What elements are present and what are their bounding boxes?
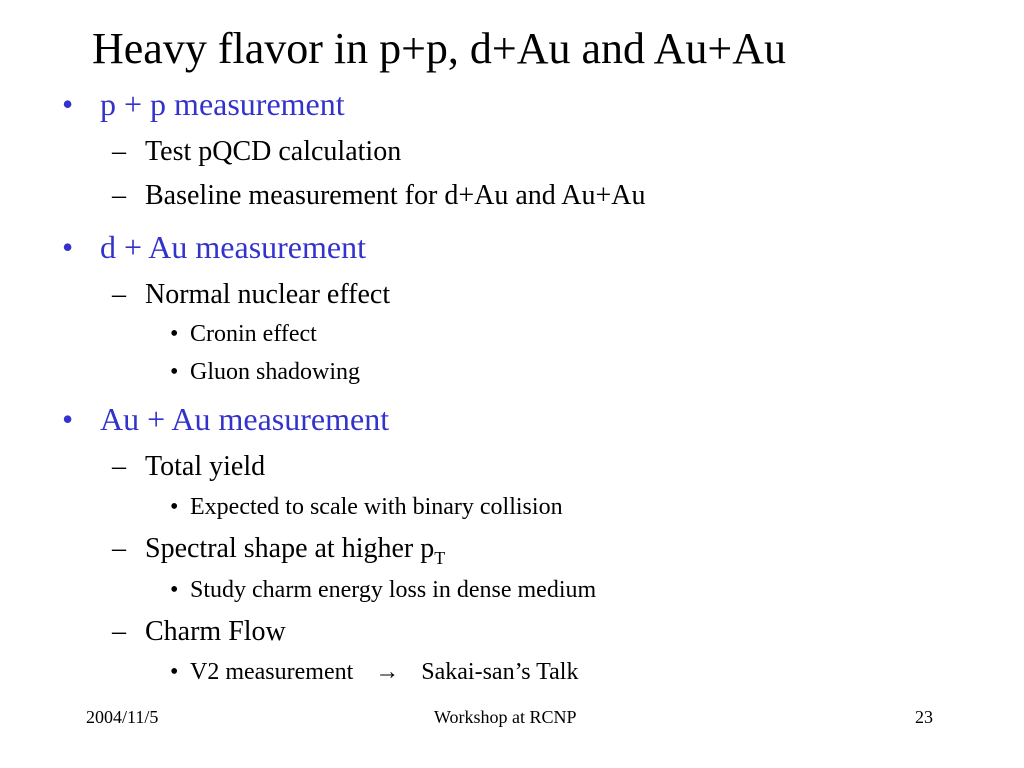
bullet-item [62, 85, 345, 123]
sub-sub-bullet-text: V2 measurement [190, 659, 354, 685]
sub-sub-bullet-item [170, 493, 563, 521]
sub-sub-bullet-item [170, 358, 360, 386]
sub-bullet-text: Spectral shape at higher p [145, 533, 435, 564]
sub-bullet-item [112, 615, 286, 649]
sub-sub-bullet-text: Expected to scale with binary collision [190, 494, 563, 520]
subscript-t: T [434, 548, 446, 568]
talk-reference-text: Sakai-san’s Talk [421, 659, 579, 685]
sub-sub-bullet-text: Study charm energy loss in dense medium [190, 577, 597, 603]
sub-bullet-item [112, 450, 266, 484]
bullet-marker: • [170, 659, 179, 685]
sub-bullet-text: Charm Flow [145, 616, 286, 647]
bullet-text: d + Au measurement [100, 229, 366, 265]
dash-marker: – [112, 616, 126, 647]
right-arrow-icon: → [375, 659, 400, 685]
footer-page-number: 23 [915, 707, 933, 727]
sub-bullet-text: Total yield [145, 451, 266, 482]
bullet-marker: • [62, 229, 74, 265]
sub-sub-bullet-item [170, 320, 317, 348]
bullet-item [62, 228, 366, 266]
sub-bullet-item [112, 278, 391, 312]
footer-date: 2004/11/5 [86, 707, 159, 727]
dash-marker: – [112, 180, 126, 211]
sub-bullet-text: Baseline measurement for d+Au and Au+Au [145, 180, 646, 211]
bullet-text: Au + Au measurement [100, 401, 390, 437]
sub-bullet-item [112, 532, 446, 568]
sub-bullet-text: Test pQCD calculation [145, 136, 402, 167]
bullet-text: p + p measurement [100, 86, 345, 122]
footer-center: Workshop at RCNP [434, 707, 577, 727]
bullet-item [62, 400, 390, 438]
slide-title: Heavy flavor in p+p, d+Au and Au+Au [92, 24, 786, 73]
dash-marker: – [112, 533, 126, 564]
sub-bullet-item [112, 135, 402, 169]
bullet-marker: • [170, 359, 179, 385]
bullet-marker: • [170, 494, 179, 520]
bullet-marker: • [62, 401, 74, 437]
bullet-marker: • [170, 577, 179, 603]
sub-sub-bullet-item [170, 576, 597, 604]
sub-sub-bullet-item [170, 658, 579, 686]
bullet-marker: • [62, 86, 74, 122]
sub-bullet-text: Normal nuclear effect [145, 279, 391, 310]
dash-marker: – [112, 136, 126, 167]
sub-sub-bullet-text: Gluon shadowing [190, 359, 360, 385]
sub-bullet-item [112, 179, 646, 213]
dash-marker: – [112, 279, 126, 310]
sub-sub-bullet-text: Cronin effect [190, 321, 317, 347]
dash-marker: – [112, 451, 126, 482]
bullet-marker: • [170, 321, 179, 347]
